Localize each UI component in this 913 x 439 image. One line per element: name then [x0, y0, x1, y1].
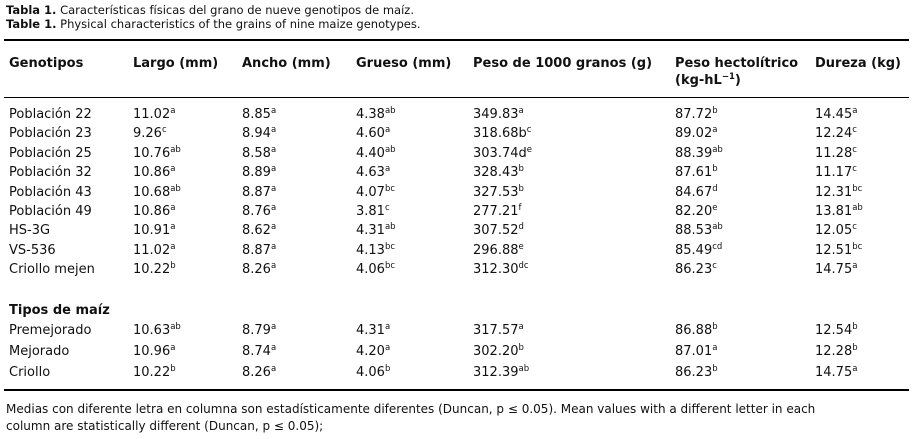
peso-hl-value	[675, 343, 717, 361]
significance-letter: a	[170, 203, 176, 213]
cell-value: 4.40	[356, 145, 385, 161]
footnote-line2: column are statistically different (Duncan, p ≤ 0.05);	[6, 419, 324, 433]
dureza-value	[815, 242, 862, 260]
significance-letter: d	[712, 183, 718, 194]
ancho-value	[242, 203, 276, 221]
ancho-value	[242, 164, 276, 182]
cell-value: 84.67	[675, 184, 713, 200]
peso-hl-value	[675, 106, 718, 124]
peso-value	[473, 184, 524, 202]
table-row	[0, 222, 913, 242]
ancho-value	[242, 322, 276, 340]
significance-letter: a	[270, 144, 277, 155]
table-row	[0, 203, 913, 223]
significance-letter: b	[518, 183, 524, 194]
significance-letter: a	[270, 164, 277, 175]
grueso-value	[356, 222, 396, 240]
peso-value	[473, 364, 529, 382]
cell-value: 3.81	[356, 204, 385, 219]
cell-value: Población 25	[9, 145, 92, 161]
significance-letter: bc	[852, 183, 863, 194]
cell-value: 4.13	[356, 242, 385, 258]
largo-value	[133, 261, 176, 279]
caption-label: Table 1.	[6, 17, 57, 31]
largo-value	[133, 322, 181, 340]
genotype-name	[9, 242, 56, 260]
cell-value: 88.39	[675, 145, 713, 161]
significance-letter: ab	[384, 222, 396, 233]
ancho-value	[242, 222, 276, 240]
significance-letter: c	[852, 144, 857, 155]
peso-hl-value	[675, 364, 718, 382]
genotype-name	[9, 343, 69, 361]
grueso-value	[356, 364, 390, 382]
dureza-value	[815, 364, 857, 382]
significance-letter: a	[270, 322, 277, 332]
cell-value: 12.31	[815, 184, 853, 200]
cell-value: 327.53	[473, 184, 519, 200]
header-peso-hectolitrico	[675, 55, 798, 89]
significance-letter: ab	[384, 106, 396, 116]
significance-letter: a	[270, 241, 277, 252]
cell-value: Mejorado	[9, 344, 70, 359]
dureza-value	[815, 184, 862, 202]
significance-letter: ab	[170, 322, 181, 332]
peso-value	[473, 164, 524, 182]
significance-letter: b	[712, 322, 718, 332]
cell-value: 8.76	[242, 204, 271, 219]
peso-value	[473, 125, 531, 143]
table-row	[0, 322, 913, 342]
cell-value: 4.31	[356, 223, 385, 239]
cell-value: 4.07	[356, 184, 385, 200]
ancho-value	[242, 106, 276, 124]
header-dureza: Dureza (kg)	[815, 56, 901, 71]
significance-letter: a	[270, 183, 277, 194]
cell-value: 8.94	[242, 126, 271, 142]
cell-value: 8.79	[242, 323, 271, 338]
significance-letter: bc	[852, 241, 863, 252]
cell-value: Población 43	[9, 184, 92, 200]
genotype-name	[9, 364, 50, 382]
cell-value: 328.43	[473, 165, 519, 181]
cell-value: Criollo mejen	[9, 262, 95, 278]
significance-letter: b	[712, 106, 718, 116]
header-peso-hl-line2	[675, 72, 798, 89]
significance-letter: a	[270, 106, 277, 116]
dureza-value	[815, 222, 857, 240]
cell-value: 12.51	[815, 242, 853, 258]
significance-letter: b	[518, 164, 524, 175]
peso-hl-value	[675, 322, 718, 340]
significance-letter: bc	[384, 261, 396, 272]
cell-value: 312.30	[473, 262, 519, 278]
dureza-value	[815, 322, 858, 340]
significance-letter: c	[526, 125, 532, 136]
genotype-name	[9, 164, 92, 182]
significance-letter: ab	[170, 183, 181, 194]
cell-value: 349.83	[473, 107, 519, 122]
ancho-value	[242, 364, 276, 382]
significance-letter: a	[852, 261, 858, 272]
genotype-name	[9, 106, 92, 124]
table-row	[0, 343, 913, 363]
ancho-value	[242, 184, 276, 202]
significance-letter: a	[170, 343, 176, 353]
cell-value: 12.05	[815, 223, 853, 239]
grueso-value	[356, 145, 396, 163]
table-row	[0, 184, 913, 204]
peso-value	[473, 203, 522, 221]
significance-letter: d	[518, 222, 524, 233]
table-row	[0, 364, 913, 384]
grueso-value	[356, 203, 390, 221]
cell-value: 10.68	[133, 184, 171, 200]
significance-letter: a	[384, 125, 391, 136]
significance-letter: ab	[852, 203, 863, 213]
cell-value: 14.75	[815, 262, 853, 278]
significance-letter: c	[852, 222, 857, 233]
significance-letter: f	[518, 203, 522, 213]
cell-value: 10.96	[133, 344, 171, 359]
caption-label: Tabla 1.	[6, 3, 57, 17]
table-row	[0, 106, 913, 126]
dureza-value	[815, 145, 857, 163]
bottom-rule	[4, 389, 909, 391]
cell-value: 86.23	[675, 365, 713, 380]
caption-english	[6, 17, 420, 31]
cell-value: 10.22	[133, 262, 171, 278]
significance-letter: b	[170, 364, 176, 374]
ancho-value	[242, 343, 276, 361]
significance-letter: a	[170, 164, 176, 175]
cell-value: 11.02	[133, 242, 171, 258]
peso-value	[473, 261, 529, 279]
dureza-value	[815, 343, 858, 361]
peso-hl-value	[675, 164, 718, 182]
top-rule	[4, 39, 909, 41]
significance-letter: c	[852, 125, 857, 136]
section-title: Tipos de maíz	[9, 303, 110, 318]
cell-value: 8.26	[242, 365, 271, 380]
cell-value: 11.28	[815, 145, 853, 161]
cell-value: 8.87	[242, 242, 271, 258]
cell-value: Población 22	[9, 107, 92, 122]
header-grueso: Grueso (mm)	[356, 56, 452, 71]
significance-letter: a	[170, 106, 176, 116]
cell-value: Población 32	[9, 165, 92, 181]
peso-value	[473, 322, 524, 340]
cell-value: Criollo	[9, 365, 51, 380]
header-largo: Largo (mm)	[133, 56, 219, 71]
significance-letter: a	[712, 125, 718, 136]
dureza-value	[815, 261, 857, 279]
cell-value: 4.20	[356, 344, 385, 359]
cell-value: 10.22	[133, 365, 171, 380]
grueso-value	[356, 261, 395, 279]
significance-letter: b	[518, 343, 524, 353]
peso-value	[473, 145, 532, 163]
cell-value: 8.85	[242, 107, 271, 122]
dureza-value	[815, 203, 863, 221]
cell-value: 89.02	[675, 126, 713, 142]
largo-value	[133, 222, 175, 240]
significance-letter: a	[270, 125, 277, 136]
cell-value: 318.68b	[473, 126, 527, 142]
genotype-name	[9, 203, 92, 221]
cell-value: 302.20	[473, 344, 519, 359]
peso-hl-value	[675, 145, 723, 163]
ancho-value	[242, 125, 276, 143]
significance-letter: ab	[518, 364, 530, 374]
cell-value: 277.21	[473, 204, 519, 219]
cell-value: 14.75	[815, 365, 853, 380]
cell-value: 86.88	[675, 323, 713, 338]
peso-hl-value	[675, 261, 717, 279]
peso-value	[473, 343, 524, 361]
table-captions	[6, 3, 420, 31]
genotype-name	[9, 322, 91, 340]
genotype-name	[9, 184, 92, 202]
genotype-name	[9, 145, 92, 163]
peso-hl-value	[675, 222, 723, 240]
grueso-value	[356, 106, 396, 124]
significance-letter: a	[852, 364, 858, 374]
grueso-value	[356, 343, 390, 361]
significance-letter: b	[712, 164, 718, 175]
largo-value	[133, 106, 175, 124]
cell-value: 8.87	[242, 184, 271, 200]
header-rule	[4, 97, 909, 98]
cell-value: 8.74	[242, 344, 271, 359]
peso-hl-value	[675, 125, 717, 143]
cell-value: 4.63	[356, 165, 385, 181]
significance-letter: b	[852, 343, 858, 353]
significance-letter: a	[852, 106, 858, 116]
cell-value: 9.26	[133, 126, 162, 142]
significance-letter: a	[270, 343, 277, 353]
cell-value: 4.06	[356, 365, 385, 380]
cell-value: 10.86	[133, 204, 171, 219]
ancho-value	[242, 261, 276, 279]
grueso-value	[356, 164, 390, 182]
header-genotipos: Genotipos	[9, 56, 84, 71]
cell-value: 13.81	[815, 204, 853, 219]
cell-value: 303.74d	[473, 145, 527, 161]
grueso-value	[356, 125, 390, 143]
cell-value: Premejorado	[9, 323, 92, 338]
cell-value: 87.01	[675, 344, 713, 359]
cell-value: 4.06	[356, 262, 385, 278]
genotype-name	[9, 222, 50, 240]
significance-letter: b	[852, 322, 858, 332]
cell-value: 85.49	[675, 242, 713, 258]
cell-value: 14.45	[815, 107, 853, 122]
header-ancho: Ancho (mm)	[242, 56, 331, 71]
ancho-value	[242, 242, 276, 260]
largo-value	[133, 242, 175, 260]
significance-letter: b	[384, 364, 391, 374]
cell-value: 12.24	[815, 126, 853, 142]
significance-letter: a	[170, 241, 176, 252]
cell-value: 11.17	[815, 165, 853, 181]
significance-letter: a	[270, 222, 277, 233]
largo-value	[133, 364, 176, 382]
significance-letter: c	[161, 125, 167, 136]
table-row	[0, 145, 913, 165]
cell-value: 12.54	[815, 323, 853, 338]
cell-value: 4.38	[356, 107, 385, 122]
largo-value	[133, 184, 181, 202]
dureza-value	[815, 106, 857, 124]
caption-spanish	[6, 3, 420, 17]
largo-value	[133, 203, 175, 221]
table-row	[0, 125, 913, 145]
significance-letter: a	[384, 343, 391, 353]
cell-value: 10.91	[133, 223, 171, 239]
genotype-name	[9, 261, 95, 279]
cell-value: 87.61	[675, 165, 713, 181]
table-row	[0, 261, 913, 281]
cell-value: 11.02	[133, 107, 171, 122]
cell-value: 4.60	[356, 126, 385, 142]
significance-letter: ab	[384, 144, 396, 155]
significance-letter: a	[384, 164, 391, 175]
significance-letter: a	[712, 343, 718, 353]
significance-letter: a	[518, 106, 524, 116]
cell-value: Población 49	[9, 204, 92, 219]
grueso-value	[356, 242, 395, 260]
significance-letter: b	[170, 261, 176, 272]
cell-value: HS-3G	[9, 223, 51, 239]
significance-letter: b	[712, 364, 718, 374]
significance-letter: e	[518, 241, 524, 252]
peso-value	[473, 242, 524, 260]
cell-value: 82.20	[675, 204, 713, 219]
significance-letter: bc	[384, 241, 396, 252]
ancho-value	[242, 145, 276, 163]
significance-letter: ab	[170, 144, 181, 155]
cell-value: 317.57	[473, 323, 519, 338]
peso-hl-value	[675, 242, 722, 260]
table-row	[0, 164, 913, 184]
cell-value: VS-536	[9, 242, 56, 258]
unit-exponent: −1	[721, 72, 735, 82]
significance-letter: dc	[518, 261, 529, 272]
significance-letter: cd	[712, 241, 723, 252]
cell-value: Población 23	[9, 126, 92, 142]
cell-value: 8.62	[242, 223, 271, 239]
header-peso-hl-line1: Peso hectolítrico	[675, 56, 799, 71]
largo-value	[133, 125, 167, 143]
significance-letter: c	[384, 203, 390, 213]
significance-letter: e	[526, 144, 532, 155]
significance-letter: e	[712, 203, 718, 213]
caption-text: Physical characteristics of the grains of nine maize genotypes.	[60, 17, 421, 31]
footnote-line1: Medias con diferente letra en columna son estadísticamente diferentes (Duncan, p ≤ 0.05). Mean values with a different letter in each	[6, 402, 816, 416]
cell-value: 88.53	[675, 223, 713, 239]
cell-value: 8.58	[242, 145, 271, 161]
unit-close: )	[734, 73, 741, 88]
peso-hl-value	[675, 184, 718, 202]
cell-value: 86.23	[675, 262, 713, 278]
significance-letter: a	[270, 261, 277, 272]
cell-value: 10.86	[133, 165, 171, 181]
cell-value: 4.31	[356, 323, 385, 338]
significance-letter: ab	[712, 222, 723, 233]
peso-hl-value	[675, 203, 717, 221]
footnote	[6, 401, 906, 435]
table-row	[0, 242, 913, 262]
caption-text: Características físicas del grano de nueve genotipos de maíz.	[60, 3, 414, 17]
significance-letter: a	[170, 222, 176, 233]
largo-value	[133, 164, 175, 182]
genotype-name	[9, 125, 92, 143]
significance-letter: a	[384, 322, 391, 332]
peso-value	[473, 222, 524, 240]
significance-letter: a	[270, 364, 277, 374]
largo-value	[133, 145, 181, 163]
significance-letter: c	[712, 261, 717, 272]
significance-letter: a	[518, 322, 524, 332]
header-peso-1000: Peso de 1000 granos (g)	[473, 56, 653, 71]
largo-value	[133, 343, 175, 361]
grueso-value	[356, 184, 395, 202]
unit-text: (kg-hL	[675, 73, 722, 88]
cell-value: 312.39	[473, 365, 519, 380]
cell-value: 296.88	[473, 242, 519, 258]
significance-letter: a	[270, 203, 277, 213]
peso-value	[473, 106, 524, 124]
grueso-value	[356, 322, 390, 340]
significance-letter: c	[852, 164, 857, 175]
dureza-value	[815, 164, 857, 182]
cell-value: 307.52	[473, 223, 519, 239]
cell-value: 12.28	[815, 344, 853, 359]
cell-value: 10.76	[133, 145, 171, 161]
significance-letter: ab	[712, 144, 723, 155]
cell-value: 10.63	[133, 323, 171, 338]
significance-letter: bc	[384, 183, 396, 194]
cell-value: 8.26	[242, 262, 271, 278]
cell-value: 87.72	[675, 107, 713, 122]
dureza-value	[815, 125, 857, 143]
cell-value: 8.89	[242, 165, 271, 181]
